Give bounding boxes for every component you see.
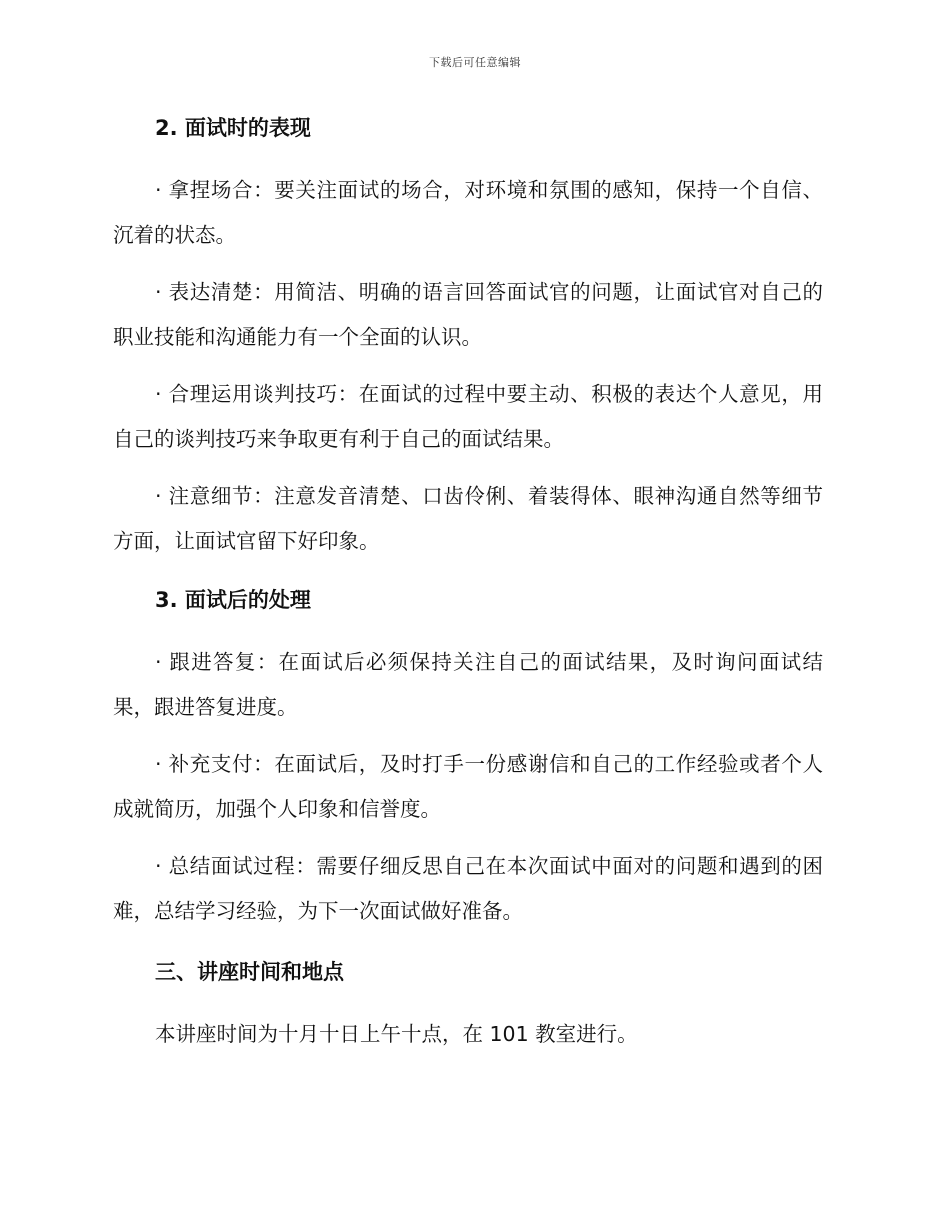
section-heading-interview-performance: 2. 面试时的表现 <box>155 116 311 140</box>
paragraph-negotiation-skills: · 合理运用谈判技巧：在面试的过程中要主动、积极的表达个人意见，用自己的谈判技巧来争取更有利于自己的面试结果。 <box>113 382 823 451</box>
page-header-note: 下载后可任意编辑 <box>429 56 521 69</box>
section-heading-after-interview: 3. 面试后的处理 <box>155 588 311 612</box>
paragraph-attention-to-detail: · 注意细节：注意发音清楚、口齿伶俐、着装得体、眼神沟通自然等细节方面，让面试官留下好印象。 <box>113 484 823 553</box>
paragraph-supplement: · 补充支付：在面试后，及时打手一份感谢信和自己的工作经验或者个人成就简历，加强个人印象和信誉度。 <box>113 752 823 821</box>
document-body <box>113 112 823 1057</box>
paragraph-summary: · 总结面试过程：需要仔细反思自己在本次面试中面对的问题和遇到的困难，总结学习经验，为下一次面试做好准备。 <box>113 854 823 923</box>
paragraph-schedule: 本讲座时间为十月十日上午十点，在 101 教室进行。 <box>155 1022 638 1046</box>
paragraph-occasion: · 拿捏场合：要关注面试的场合，对环境和氛围的感知，保持一个自信、沉着的状态。 <box>113 178 823 247</box>
paragraph-follow-up: · 跟进答复：在面试后必须保持关注自己的面试结果，及时询问面试结果，跟进答复进度。 <box>113 650 823 719</box>
section-heading-schedule: 三、讲座时间和地点 <box>155 960 344 984</box>
paragraph-clear-expression: · 表达清楚：用简洁、明确的语言回答面试官的问题，让面试官对自己的职业技能和沟通能力有一个全面的认识。 <box>113 280 823 349</box>
